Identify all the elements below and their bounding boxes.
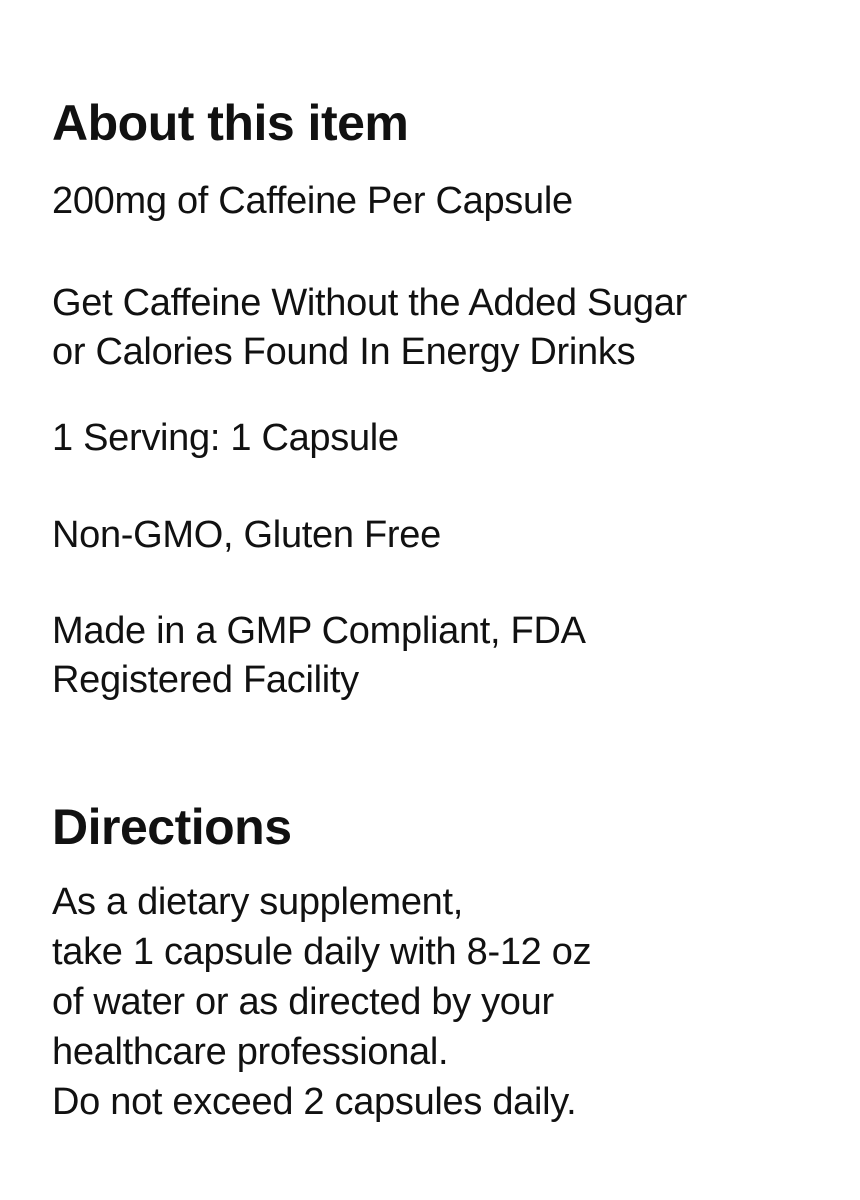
bullet-line: Get Caffeine Without the Added Sugar bbox=[52, 282, 687, 324]
directions-line: As a dietary supplement, bbox=[52, 881, 464, 923]
bullet-line: Non-GMO, Gluten Free bbox=[52, 514, 441, 556]
bullet-line: or Calories Found In Energy Drinks bbox=[52, 331, 636, 373]
directions-line: Do not exceed 2 capsules daily. bbox=[52, 1081, 577, 1123]
bullet-line: Registered Facility bbox=[52, 659, 359, 701]
directions-heading: Directions bbox=[52, 798, 292, 855]
bullet-caffeine-per-capsule bbox=[52, 177, 573, 226]
bullet-serving-size bbox=[52, 414, 399, 463]
directions-line: of water or as directed by your bbox=[52, 981, 554, 1023]
bullet-line: Made in a GMP Compliant, FDA bbox=[52, 610, 586, 652]
about-this-item-heading: About this item bbox=[52, 94, 409, 151]
directions-text bbox=[52, 877, 591, 1127]
directions-line: healthcare professional. bbox=[52, 1031, 449, 1073]
directions-line: take 1 capsule daily with 8-12 oz bbox=[52, 931, 592, 973]
bullet-gmp-fda-facility bbox=[52, 607, 586, 705]
bullet-line: 200mg of Caffeine Per Capsule bbox=[52, 180, 573, 222]
bullet-non-gmo-gluten-free bbox=[52, 511, 441, 560]
bullet-line: 1 Serving: 1 Capsule bbox=[52, 417, 399, 459]
bullet-no-sugar-calories bbox=[52, 279, 687, 377]
